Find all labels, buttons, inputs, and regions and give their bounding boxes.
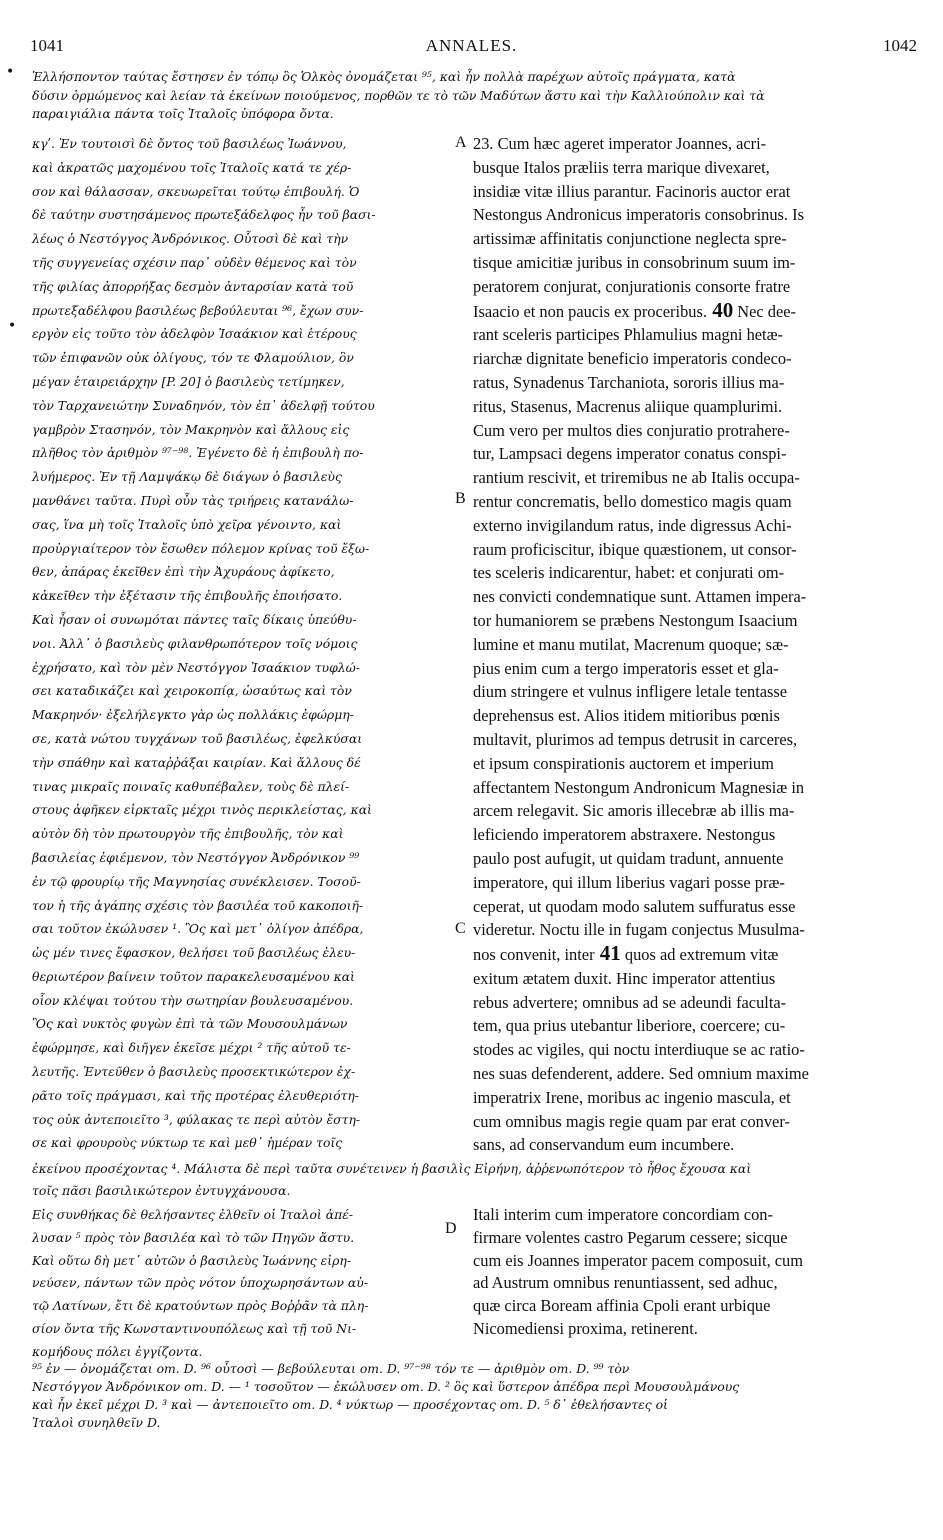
text-line: λυήμερος. Ἐν τῇ Λαμψάκῳ δὲ διάγων ὁ βασιλεὺς [32, 469, 342, 485]
text-line: rantium rescivit, et triremibus ne ab Italis occupa- [473, 468, 800, 488]
text-line: ἐχρήσατο, καὶ τὸν μὲν Νεστόγγον Ἰσαάκιον τυφλώ- [32, 659, 360, 675]
text-line: et ipsum conspirationis auctorem et imperium [473, 753, 774, 773]
text-line: αὐτὸν δὴ τὸν πρωτουργὸν τῆς ἐπιβουλῆς, τὸν καὶ [32, 826, 344, 842]
text-line: nos convenit, inter 41 quos ad extremum vitæ [473, 941, 779, 966]
text-line: stodes ac vigiles, qui noctu interdiuque se ac ratio- [473, 1040, 805, 1060]
right-page-number: 1042 [883, 36, 917, 55]
greek-full-width [32, 1158, 910, 1202]
text-line: τος οὐκ ἀντεποιεῖτο ³, φύλακας τε περὶ αὐτὸν ἔστη- [32, 1111, 361, 1127]
text-line: imperatore, qui illum liberius vagari posse præ- [473, 872, 785, 892]
footnote-line: Ἰταλοὶ συνηλθεῖν D. [32, 1415, 161, 1430]
text-line: σον καὶ θάλασσαν, σκευωρεῖται τούτῳ ἐπιβουλή. Ὁ [32, 183, 360, 199]
text-line: σε, κατὰ νώτου τυγχάνων τοῦ βασιλέως, ἐφελκύσαι [32, 730, 363, 746]
text-line: στους ἀφῆκεν εἱρκταῖς μέχρι τινὸς περικλείστας, καὶ [32, 802, 372, 818]
text-line: imperatrix Irene, moribus ac ingenio mascula, et [473, 1087, 791, 1107]
text-line: paulo post aufugit, ut quidam tradunt, annuente [473, 848, 784, 868]
text-line: τῶν ἐπιφανῶν οὐκ ὀλίγους, τόν τε Φλαμούλιον, ὃν [32, 350, 354, 366]
text-line: multavit, plurimos ad tempus detrusit in carceres, [473, 729, 798, 749]
text-line: εργὸν εἰς τοῦτο τὸν ἀδελφὸν Ἰσαάκιον καὶ ἑτέρους [32, 326, 357, 342]
text-line: θεν, ἀπάρας ἐκεῖθεν ἐπὶ τὴν Ἀχυράους ἀφίκετο, [32, 564, 335, 580]
text-line: Isaacio et non paucis ex proceribus. 40 Nec dee- [473, 297, 796, 322]
margin-letter-b: B [455, 490, 466, 507]
text-line: ὡς μέν τινες ἔφασκον, θελήσει τοῦ βασιλέως ἐλευ- [32, 945, 356, 961]
latin-column-1 [473, 132, 913, 1157]
text-line: raum proficiscitur, ibique quæstionem, ut consor- [473, 539, 797, 559]
text-line: Nestongus Andronicus imperatoris consobrinus. Is [473, 205, 804, 225]
text-line: firmare volentes castro Pegarum cessere; sicque [473, 1227, 788, 1247]
text-line: dium stringere et vulnus infligere letale tentasse [473, 682, 788, 702]
text-line: δὲ ταύτην συστησάμενος πρωτεξάδελφος ἦν τοῦ βασι- [32, 207, 376, 223]
text-line: tem, qua prius utebantur liberiore, coercere; cu- [473, 1016, 786, 1036]
section-number: 41 [594, 941, 621, 966]
text-line: affectantem Nestongum Andronicum Magnesiæ in [473, 777, 805, 797]
left-page-number: 1041 [30, 36, 64, 55]
greek-column-1 [32, 132, 452, 1155]
text-line: pius enim cum a tergo imperatoris esset et gla- [473, 658, 779, 678]
text-line: artissimæ affinitatis conjunctione neglecta spre- [473, 229, 787, 249]
text-line: tes sceleris indicarentur, habet: et conjurati om- [473, 563, 785, 583]
text-line: τὴν σπάθην καὶ καταῤῥάξαι καιρίαν. Καὶ ἄλλους δέ [32, 754, 361, 770]
section-number: 40 [706, 297, 734, 322]
margin-letter-a: A [455, 134, 467, 151]
text-line: τὸν Ταρχανειώτην Συναδηνόν, τὸν ἐπ᾽ ἀδελφῇ τούτου [32, 397, 375, 413]
text-line: 23. Cum hæc ageret imperator Joannes, acri- [473, 134, 767, 153]
text-line: tor humaniorem se præbens Nestongum Isaacium [473, 610, 798, 630]
text-line: tisque amicitiæ juribus in consobrinum suum im- [473, 252, 796, 272]
text-line: leficiendo imperatorem abstraxere. Nestongus [473, 825, 776, 845]
text-line: νεύσεν, πάντων τῶν πρὸς νότον ὑποχωρησάντων αὐ- [32, 1275, 369, 1291]
text-line: videretur. Noctu ille in fugam conjectus Musulma- [473, 920, 805, 940]
text-line: nes convicti condemnatique sunt. Attamen impera- [473, 587, 807, 607]
text-line: Εἰς συνθήκας δὲ θελήσαντες ἐλθεῖν οἱ Ἰταλοὶ ἀπέ- [32, 1207, 354, 1222]
text-line: κομήδους πόλει ἐγγίζοντα. [32, 1343, 203, 1359]
text-line: peratorem conjurat, conjurationis consorte fratre [473, 276, 791, 296]
text-line: Itali interim cum imperatore concordiam con- [473, 1205, 773, 1224]
text-line: γαμβρὸν Στασηνόν, τὸν Μακρηνὸν καὶ ἄλλους εἰς [32, 421, 350, 437]
text-line: externo invigilandum ratus, inde digressus Achi- [473, 515, 792, 535]
text-line: τῆς φιλίας ἀπορρήξας δεσμὸν ἀνταρσίαν κατὰ τοῦ [32, 278, 354, 294]
text-line: πρωτεξαδέλφου βασιλέως βεβούλευται ⁹⁶, ἔχων συν- [32, 302, 364, 318]
text-line: insidiæ vitæ illius parantur. Facinoris auctor erat [473, 181, 791, 201]
text-line: δύσιν ὁρμώμενος καὶ λείαν τὰ ἐκείνων ποιούμενος, πορθῶν τε τὸ τῶν Μαδύτων ἄστυ καὶ τὴν Καλλιούπολιν καὶ τὰ [32, 87, 765, 103]
text-line: Μακρηνόν· ἐξελήλεγκτο γὰρ ὡς πολλάκις ἐφώρμη- [32, 707, 354, 723]
text-line: cum eis Joannes imperator pacem composuit, cum [473, 1250, 803, 1270]
footnote-line: Νεστόγγον Ἀνδρόνικον om. D. — ¹ τοσοῦτον — ἐκώλυσεν om. D. ² ὃς καὶ ὕστερον ἀπέδρα περὶ Μουσουλμάνους [32, 1379, 740, 1394]
text-line: τῷ Λατίνων, ἔτι δὲ κρατούντων πρὸς Βοῤῥᾶν τὰ πλη- [32, 1298, 369, 1314]
text-line: μέγαν ἑταιρειάρχην [P. 20] ὁ βασιλεὺς τετίμηκεν, [32, 373, 345, 389]
margin-mark: • [8, 318, 17, 334]
footnote-line: ⁹⁵ ἐν — ὀνομάζεται om. D. ⁹⁶ οὗτοσὶ — βεβούλευται om. D. ⁹⁷⁻⁹⁸ τόν τε — ἀριθμὸν om. D. ⁹⁹ τὸν [32, 1361, 630, 1376]
text-line: ἐφώρμησε, καὶ διῆγεν ἐκεῖσε μέχρι ² τῆς αὐτοῦ τε- [32, 1040, 351, 1056]
text-line: rebus advertere; omnibus ad se adeundi faculta- [473, 992, 787, 1012]
text-line: οἷον κλέψαι τούτου τὴν σωτηρίαν βουλευσαμένου. [32, 992, 354, 1008]
text-line: Ὃς καὶ νυκτὸς φυγὼν ἐπὶ τὰ τῶν Μουσουλμάνων [32, 1016, 348, 1032]
margin-letter-d: D [445, 1220, 457, 1237]
text-line: exitum ætatem duxit. Hinc imperator attentius [473, 968, 776, 988]
text-line: Καὶ οὕτω δὴ μετ᾽ αὐτῶν ὁ βασιλεὺς Ἰωάννης εἰρη- [32, 1252, 352, 1268]
margin-mark: • [6, 64, 15, 80]
text-line: ceperat, ut quodam modo salutem suffuratus esse [473, 896, 796, 916]
text-line: sans, ad conservandum eum incumbere. [473, 1135, 735, 1155]
text-line: σας, ἵνα μὴ τοῖς Ἰταλοῖς ὑπὸ χεῖρα γένοιντο, καὶ [32, 516, 342, 532]
text-line: σε καὶ φρουροὺς νύκτωρ τε καὶ μεθ᾽ ἡμέραν τοῖς [32, 1135, 343, 1151]
text-fragment: Nec dee- [733, 301, 796, 321]
text-line: θεριωτέρον βαίνειν τοῦτον παρακελευσαμένου καὶ [32, 968, 355, 984]
text-line: προὐργιαίτερον τὸν ἔσωθεν πόλεμον κρίνας τοῦ ἔξω- [32, 540, 370, 556]
text-line: rentur concrematis, bello domestico magis quam [473, 491, 792, 511]
text-line: ἐκείνου προσέχοντας ⁴. Μάλιστα δὲ περὶ ταῦτα συνέτεινεν ἡ βασιλὶς Εἰρήνη, ἀῤῥενωπότερον τὸ ἦθος ἔχουσα καὶ [32, 1161, 752, 1176]
text-line: quæ circa Boream affinia Cpoli erant urbique [473, 1296, 771, 1316]
running-header [26, 32, 917, 54]
text-line: καὶ ἀκρατῶς μαχομένου τοῖς Ἰταλοῖς κατά τε χέρ- [32, 159, 352, 175]
text-line: cum omnibus magis regie quam par erat conver- [473, 1111, 790, 1131]
text-line: ritus, Stasenus, Macrenus aliique quamplurimi. [473, 396, 783, 416]
text-line: tur, Lampsaci degens imperator conatus conspi- [473, 444, 787, 464]
text-line: μανθάνει ταῦτα. Πυρὶ οὖν τὰς τριήρεις κατανάλω- [32, 492, 354, 508]
text-line: ρᾶτο τοῖς πράγμασι, καὶ τῆς προτέρας ἐλευθεριότη- [32, 1087, 359, 1103]
text-line: Cum vero per multos dies conjuratio protrahere- [473, 420, 790, 440]
text-line: παραιγιάλια πάντα τοῖς Ἰταλοῖς ὑπόφορα ὄντα. [32, 106, 334, 122]
text-line: ad Austrum omnibus renuntiassent, sed adhuc, [473, 1273, 778, 1293]
text-line: σίον ὄντα τῆς Κωνσταντινουπόλεως καὶ τῇ τοῦ Νι- [32, 1320, 357, 1336]
text-line: lumine et manu mutilat, Macrenum quoque; sæ- [473, 634, 789, 654]
footnotes [32, 1360, 910, 1432]
latin-column-2 [473, 1204, 913, 1341]
text-line: τῆς συγγενείας σχέσιν παρ᾽ οὐδὲν θέμενος καὶ τὸν [32, 254, 357, 270]
text-line: Καὶ ἦσαν οἱ συνωμόται πάντες ταῖς δίκαις ὑπεύθυ- [32, 611, 357, 627]
text-line: deprehensus est. Alios itidem mitioribus pœnis [473, 706, 780, 726]
text-line: Nicomediensi proxima, retinerent. [473, 1318, 698, 1338]
text-line: λέως ὁ Νεστόγγος Ἀνδρόνικος. Οὗτοσὶ δὲ καὶ τὴν [32, 231, 349, 247]
text-line: busque Italos præliis terra marique divexaret, [473, 157, 770, 177]
text-fragment: quos ad extremum vitæ [620, 945, 779, 965]
greek-column-2 [32, 1204, 452, 1364]
text-line: ratus, Synadenus Tarchaniota, sororis illius ma- [473, 372, 785, 392]
text-line: λυσαν ⁵ πρὸς τὸν βασιλέα καὶ τὸ τῶν Πηγῶν ἄστυ. [32, 1229, 355, 1245]
text-line: ἐν τῷ φρουρίῳ τῆς Μαγνησίας συνέκλεισεν. Τοσοῦ- [32, 873, 361, 889]
margin-letter-c: C [455, 920, 466, 937]
text-line: βασιλείας ἐφιέμενον, τὸν Νεστόγγον Ἀνδρόνικον ⁹⁹ [32, 849, 360, 865]
text-line: arcem relegavit. Sic amoris illecebræ ab illis ma- [473, 801, 795, 821]
text-line: Ἑλλήσποντον ταύτας ἔστησεν ἐν τόπῳ ὃς Ὁλκὸς ὀνομάζεται ⁹⁵, καὶ ἦν πολλὰ παρέχων αὐτοῖς πράγματα, κατὰ [32, 69, 736, 84]
text-line: τον ἡ τῆς ἀγάπης σχέσις τὸν βασιλέα τοῦ κακοποιῆ- [32, 897, 364, 913]
running-title: ANNALES. [425, 36, 518, 55]
text-line: τινας μικραῖς ποιναῖς καθυπέβαλεν, τοὺς δὲ πλεί- [32, 778, 350, 794]
text-line: rant sceleris participes Phlamulius magni hetæ- [473, 325, 783, 345]
text-line: λευτῆς. Ἐντεῦθεν ὁ βασιλεὺς προσεκτικώτερον ἐχ- [32, 1064, 356, 1080]
text-line: σει καταδικάζει καὶ χειροκοπίᾳ, ὡσαύτως καὶ τὸν [32, 683, 352, 699]
intro-greek [32, 68, 910, 124]
text-line: κγʹ. Ἐν τουτοισὶ δὲ ὄντος τοῦ βασιλέως Ἰωάννου, [32, 136, 347, 151]
text-line: νοι. Ἀλλ᾽ ὁ βασιλεὺς φιλανθρωπότερον τοῖς νόμοις [32, 635, 358, 651]
text-line: τοῖς πᾶσι βασιλικώτερον ἐντυγχάνουσα. [32, 1183, 291, 1198]
text-line: nes suas defenderent, addere. Sed omnium maxime [473, 1064, 809, 1084]
text-line: κἀκεῖθεν τὴν ἐξέτασιν τῆς ἐπιβουλῆς ἐποιήσατο. [32, 588, 343, 604]
footnote-line: καὶ ἦν ἐκεῖ μέχρι D. ³ καὶ — ἀντεποιεῖτο om. D. ⁴ νύκτωρ — προσέχοντας om. D. ⁵ δ᾽ ἐθελήσαντες οἱ [32, 1397, 668, 1412]
text-line: σαι τοῦτον ἐκώλυσεν ¹. Ὃς καὶ μετ᾽ ὀλίγον ἀπέδρα, [32, 921, 364, 937]
text-line: πλῆθος τὸν ἀριθμὸν ⁹⁷⁻⁹⁸. Ἐγένετο δὲ ἡ ἐπιβουλὴ πο- [32, 445, 364, 461]
text-line: riarchæ dignitate beneficio imperatoris condeco- [473, 349, 792, 369]
